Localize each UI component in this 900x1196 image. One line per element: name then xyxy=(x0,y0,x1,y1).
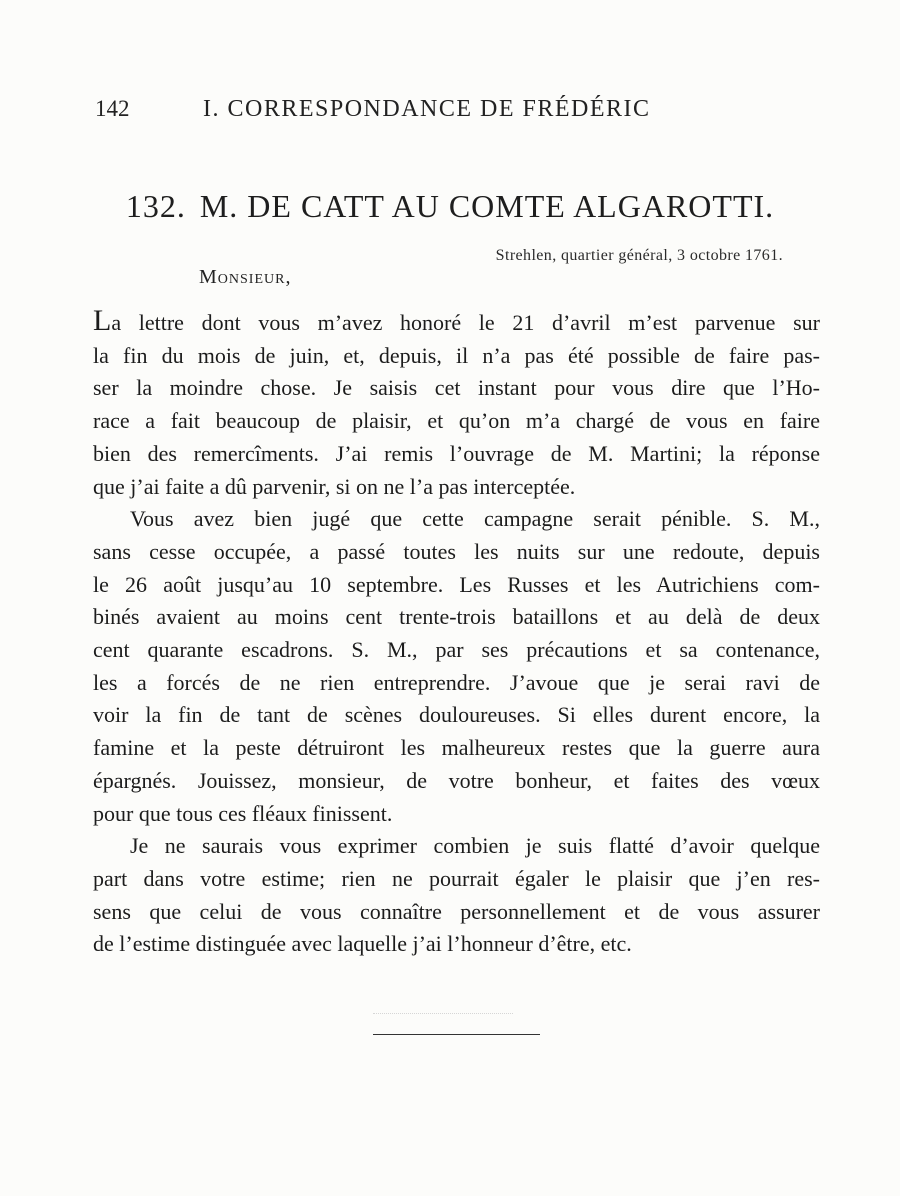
salutation: Monsieur, xyxy=(199,266,292,288)
text-line: les a forcés de ne rien entreprendre. J’avoue que je serai ravi de xyxy=(93,669,820,695)
text-line: cent quarante escadrons. S. M., par ses précautions et sa contenance, xyxy=(93,637,820,663)
paragraph-3 xyxy=(93,830,820,961)
text-line: que j’ai faite a dû parvenir, si on ne l’a pas interceptée. xyxy=(93,473,576,499)
running-head xyxy=(95,96,795,128)
text-line: le 26 août jusqu’au 10 septembre. Les Russes et les Autrichiens com- xyxy=(93,571,820,597)
text-line: Vous avez bien jugé que cette campagne serait pénible. S. M., xyxy=(130,506,820,532)
text-line: pour que tous ces fléaux finissent. xyxy=(93,800,393,826)
text-line: sans cesse occupée, a passé toutes les nuits sur une redoute, depuis xyxy=(93,538,820,564)
letter-title: M. DE CATT AU COMTE ALGAROTTI. xyxy=(199,188,775,224)
letter-number: 132. xyxy=(125,188,186,224)
text-line: Je ne saurais vous exprimer combien je suis flatté d’avoir quelque xyxy=(130,833,820,859)
paragraph-2 xyxy=(93,503,820,830)
text-line: épargnés. Jouissez, monsieur, de votre bonheur, et faites des vœux xyxy=(93,767,820,793)
drop-cap: L xyxy=(93,304,112,337)
running-title: I. CORRESPONDANCE DE FRÉDÉRIC xyxy=(203,96,651,122)
text-line: part dans votre estime; rien ne pourrait égaler le plaisir que j’en res- xyxy=(93,865,820,891)
faint-dotted-mark xyxy=(373,1013,513,1015)
letter-body xyxy=(93,306,820,961)
letter-heading xyxy=(0,188,900,225)
end-rule xyxy=(373,1034,540,1035)
text-line: bien des remercîments. J’ai remis l’ouvrage de M. Martini; la réponse xyxy=(93,440,820,466)
text-line: sens que celui de vous connaître personnellement et de vous assurer xyxy=(93,898,820,924)
text-line: race a fait beaucoup de plaisir, et qu’on m’a chargé de vous en faire xyxy=(93,408,820,434)
text-line: de l’estime distinguée avec laquelle j’ai l’honneur d’être, etc. xyxy=(93,931,632,957)
text-line: voir la fin de tant de scènes douloureuses. Si elles durent encore, la xyxy=(93,702,820,728)
text-line: La lettre dont vous m’avez honoré le 21 d’avril m’est parvenue sur xyxy=(93,304,820,337)
text-line: la fin du mois de juin, et, depuis, il n’a pas été possible de faire pas- xyxy=(93,342,820,368)
dateline: Strehlen, quartier général, 3 octobre 1761. xyxy=(495,247,783,264)
text-line: famine et la peste détruiront les malheureux restes que la guerre aura xyxy=(93,735,820,761)
text-line: binés avaient au moins cent trente-trois bataillons et au delà de deux xyxy=(93,604,820,630)
page-number: 142 xyxy=(95,96,130,121)
paragraph-1 xyxy=(93,306,820,503)
text-line: ser la moindre chose. Je saisis cet instant pour vous dire que l’Ho- xyxy=(93,375,820,401)
